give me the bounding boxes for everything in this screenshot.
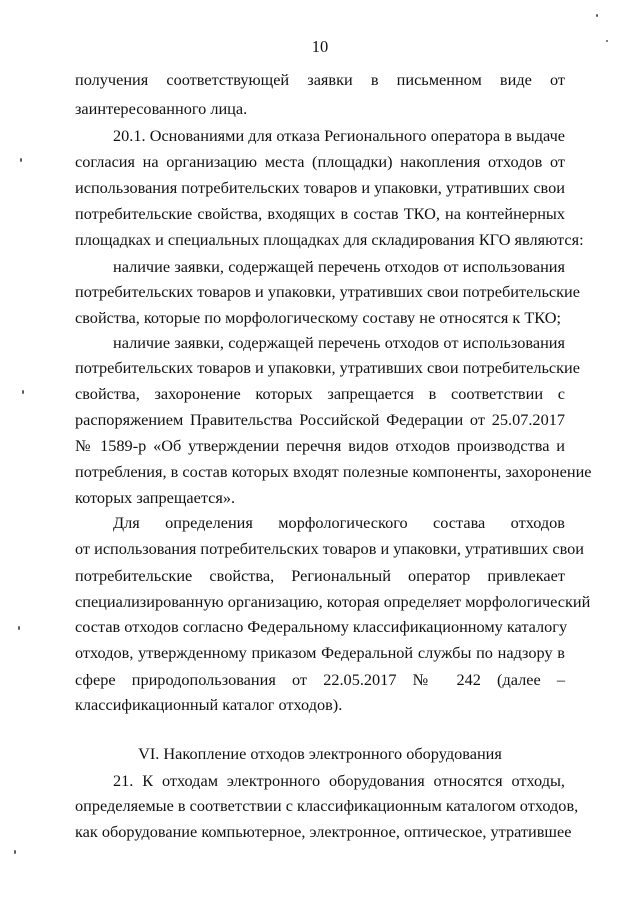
text-line: отходов, утвержденному приказом Федеральной службы по надзору в — [75, 643, 565, 662]
text-line: потребительские свойства, входящих в состав ТКО, на контейнерных — [75, 204, 565, 223]
text-line: площадках и специальных площадках для складирования КГО являются: — [75, 230, 584, 249]
text-line: сфере природопользования от 22.05.2017 № 242 (далее – — [75, 670, 565, 689]
text-line: специализированную организацию, которая определяет морфологический — [75, 592, 591, 611]
page-number: 10 — [311, 37, 329, 56]
text-line: состав отходов согласно Федеральному классификационному каталогу — [75, 617, 568, 636]
scan-speck — [18, 626, 20, 630]
scan-speck — [14, 850, 16, 854]
text-line: получения соответствующей заявки в письменном виде от — [75, 70, 565, 89]
text-line: как оборудование компьютерное, электронное, оптическое, утратившее — [75, 822, 572, 841]
text-line: потребительских товаров и упаковки, утративших свои потребительские — [75, 358, 580, 377]
section-heading: VI. Накопление отходов электронного оборудования — [138, 744, 502, 763]
text-line: потребительских товаров и упаковки, утративших свои потребительские — [75, 282, 580, 301]
scan-speck — [606, 40, 608, 42]
text-line: заинтересованного лица. — [75, 99, 248, 118]
text-line: № 1589-р «Об утверждении перечня видов отходов производства и — [75, 436, 565, 455]
text-line: потребления, в состав которых входят полезные компоненты, захоронение — [75, 462, 592, 481]
text-line: согласия на организацию места (площадки) накопления отходов от — [75, 152, 565, 171]
text-line: 20.1. Основаниями для отказа Регионального оператора в выдаче — [113, 126, 565, 145]
text-line: свойства, которые по морфологическому составу не относятся к ТКО; — [75, 308, 562, 327]
text-line: Для определения морфологического состава отходов — [113, 513, 565, 532]
text-line: наличие заявки, содержащей перечень отходов от использования — [113, 333, 565, 352]
text-line: которых запрещается». — [75, 488, 236, 507]
text-line: 21. К отходам электронного оборудования относятся отходы, — [113, 771, 565, 790]
text-line: наличие заявки, содержащей перечень отходов от использования — [113, 257, 565, 276]
text-line: потребительские свойства, Региональный оператор привлекает — [75, 566, 565, 585]
text-line: использования потребительских товаров и упаковки, утративших свои — [75, 178, 565, 197]
text-line: свойства, захоронение которых запрещается в соответствии с — [75, 384, 565, 403]
scan-speck — [22, 390, 24, 394]
scan-speck — [596, 14, 598, 17]
text-line: классификационный каталог отходов). — [75, 695, 343, 714]
text-line: от использования потребительских товаров и упаковки, утративших свои — [75, 539, 585, 558]
scan-speck — [20, 158, 22, 162]
text-line: определяемые в соответствии с классификационным каталогом отходов, — [75, 796, 579, 815]
text-line: распоряжением Правительства Российской Федерации от 25.07.2017 — [75, 410, 565, 429]
